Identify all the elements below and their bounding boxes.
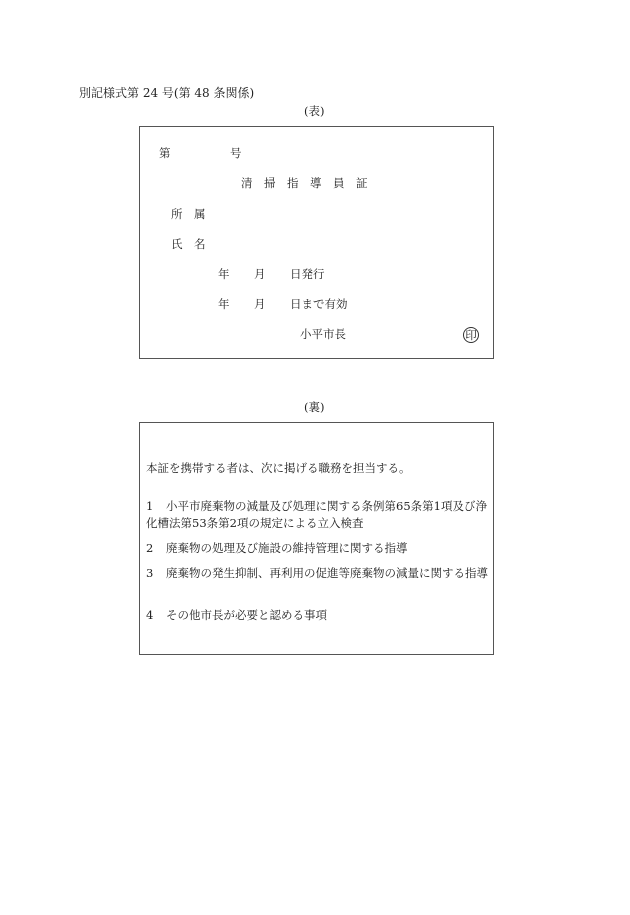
id-card-back <box>139 422 494 655</box>
issued-month-label: 月 <box>254 267 266 281</box>
number-prefix: 第 <box>159 146 171 160</box>
duty-item-text: 廃棄物の発生抑制、再利用の促進等廃棄物の減量に関する指導 <box>166 566 488 580</box>
duty-item-1 <box>146 498 491 532</box>
name-label: 氏 名 <box>171 237 206 251</box>
form-title: 別記様式第 24 号(第 48 条関係) <box>79 86 255 100</box>
back-side-label: (裏) <box>304 400 325 414</box>
issued-day-label: 日発行 <box>290 267 325 281</box>
seal-icon: 印 <box>463 327 479 343</box>
duty-item-number: 4 <box>146 608 154 622</box>
issued-year-label: 年 <box>218 267 230 281</box>
front-side-label: (表) <box>304 104 325 118</box>
valid-month-label: 月 <box>254 297 266 311</box>
valid-year-label: 年 <box>218 297 230 311</box>
id-card-front <box>139 126 494 359</box>
duty-item-4 <box>146 607 491 624</box>
duty-item-text: その他市長が必要と認める事項 <box>166 608 327 622</box>
affiliation-label: 所 属 <box>171 207 206 221</box>
duty-item-number: 1 <box>146 499 154 513</box>
duty-item-2 <box>146 540 491 557</box>
valid-day-label: 日まで有効 <box>290 297 348 311</box>
duties-intro: 本証を携帯する者は、次に掲げる職務を担当する。 <box>146 461 411 475</box>
duty-item-text: 小平市廃棄物の減量及び処理に関する条例第65条第1項及び浄化槽法第53条第2項の規定による立入検査 <box>146 499 487 530</box>
card-title: 清 掃 指 導 員 証 <box>241 176 368 190</box>
number-suffix: 号 <box>230 146 242 160</box>
duty-item-number: 2 <box>146 541 154 555</box>
duty-item-text: 廃棄物の処理及び施設の維持管理に関する指導 <box>166 541 408 555</box>
duty-item-number: 3 <box>146 566 154 580</box>
duty-item-3 <box>146 565 491 582</box>
issuer-label: 小平市長 <box>300 327 346 341</box>
